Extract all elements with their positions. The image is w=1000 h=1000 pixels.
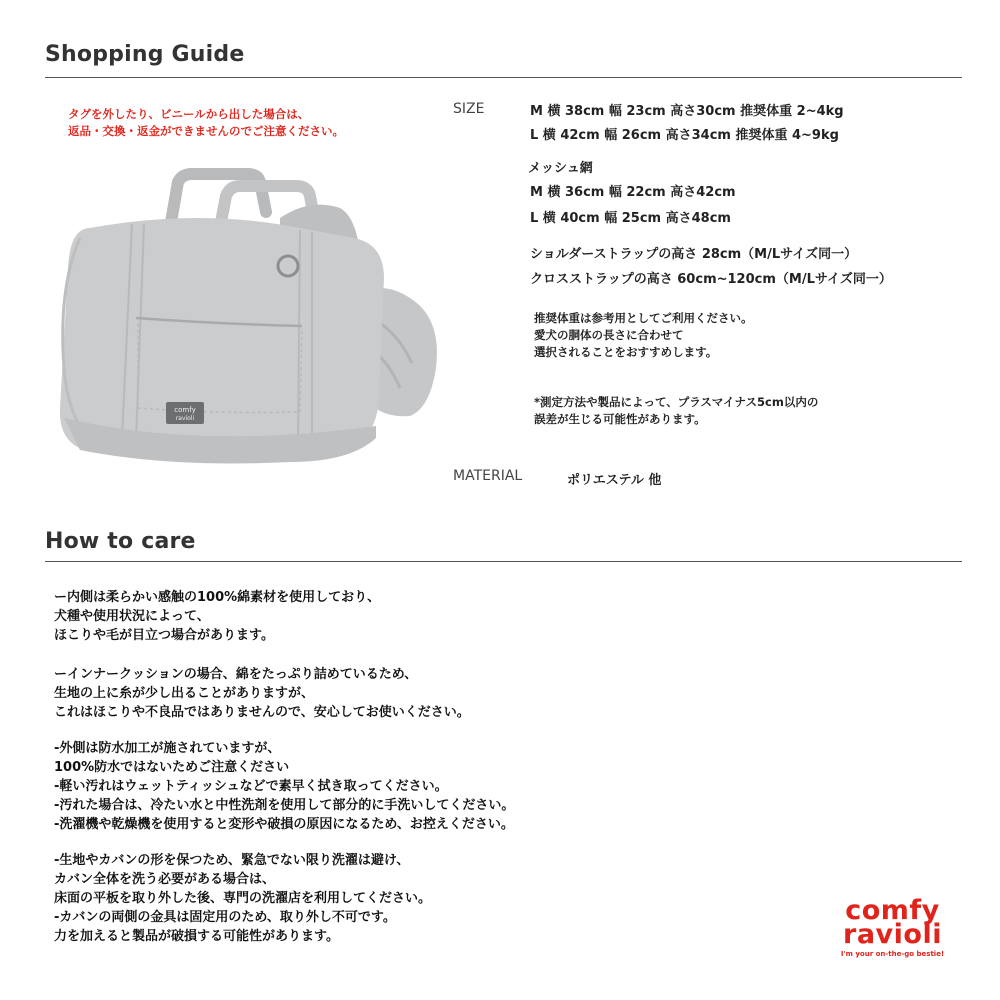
note-line: *測定方法や製品によって、プラスマイナス5cm以内の <box>534 395 819 409</box>
note-line: 誤差が生じる可能性があります。 <box>534 412 706 426</box>
care-line: ーインナークッションの場合、綿をたっぷり詰めているため、 <box>54 667 418 682</box>
cross-strap-line: クロスストラップの高さ 60cm~120cm（M/Lサイズ同一） <box>530 272 892 287</box>
material-value: ポリエステル 他 <box>567 473 662 488</box>
mesh-line-l: L 横 40cm 幅 25cm 高さ48cm <box>530 211 731 226</box>
size-line-l: L 横 42cm 幅 26cm 高さ34cm 推奨体重 4~9kg <box>530 128 839 143</box>
care-line: -外側は防水加工が施されていますが、 <box>54 741 281 756</box>
care-line: -生地やカバンの形を保つため、緊急でない限り洗濯は避け、 <box>54 853 410 868</box>
product-image <box>50 168 460 478</box>
pet-carrier-illustration <box>50 168 460 478</box>
product-tag-line: ravioli <box>175 415 195 422</box>
brand-logo-line2: ravioli <box>843 919 942 950</box>
care-line: ほこりや毛が目立つ場合があります。 <box>54 628 274 643</box>
brand-tagline: I'm your on-the-go bestie! <box>840 950 945 958</box>
mesh-line-m: M 横 36cm 幅 22cm 高さ42cm <box>530 185 736 200</box>
care-line: カバン全体を洗う必要がある場合は、 <box>54 872 276 887</box>
care-block-exterior <box>54 739 514 834</box>
note-line: 選択されることをおすすめします。 <box>534 345 718 359</box>
product-tag-line: comfy <box>174 406 196 414</box>
how-to-care-divider <box>45 561 962 562</box>
note-line: 愛犬の胴体の長さに合わせて <box>534 328 684 342</box>
shopping-guide-divider <box>45 77 962 78</box>
care-line: -洗濯機や乾燥機を使用すると変形や破損の原因になるため、お控えください。 <box>54 817 514 832</box>
care-line: -軽い汚れはウェットティッシュなどで素早く拭き取ってください。 <box>54 779 448 794</box>
shopping-guide-title: Shopping Guide <box>45 42 245 67</box>
caution-note <box>68 106 344 140</box>
brand-logo <box>835 895 950 959</box>
care-block-inner-cushion <box>54 665 470 722</box>
weight-note <box>534 310 753 361</box>
care-line: -カバンの両側の金具は固定用のため、取り外し不可です。 <box>54 910 396 925</box>
shoulder-strap-line: ショルダーストラップの高さ 28cm（M/Lサイズ同一） <box>530 247 858 262</box>
caution-line: 返品・交換・返金ができませんのでご注意ください。 <box>68 124 344 138</box>
brand-logo-line1: comfy <box>845 895 940 926</box>
how-to-care-title: How to care <box>45 529 196 554</box>
size-label: SIZE <box>453 101 485 117</box>
material-label: MATERIAL <box>453 468 523 484</box>
care-line: 力を加えると製品が破損する可能性があります。 <box>54 929 339 944</box>
caution-line: タグを外したり、ビニールから出した場合は、 <box>68 107 310 121</box>
note-line: 推奨体重は参考用としてご利用ください。 <box>534 311 753 325</box>
measure-note <box>534 394 818 428</box>
care-line: 犬種や使用状況によって、 <box>54 609 210 624</box>
care-line: 100%防水ではないためご注意ください <box>54 760 290 775</box>
care-line: これはほこりや不良品ではありませんので、安心してお使いください。 <box>54 705 470 720</box>
care-block-inner-fabric <box>54 588 380 645</box>
care-line: ー内側は柔らかい感触の100%綿素材を使用しており、 <box>54 590 381 605</box>
care-block-washing <box>54 851 431 946</box>
care-line: 生地の上に糸が少し出ることがありますが、 <box>54 686 315 701</box>
mesh-title: メッシュ網 <box>528 161 593 176</box>
care-line: 床面の平板を取り外した後、専門の洗濯店を利用してください。 <box>54 891 432 906</box>
size-line-m: M 横 38cm 幅 23cm 高さ30cm 推奨体重 2~4kg <box>530 104 844 119</box>
care-line: -汚れた場合は、冷たい水と中性洗剤を使用して部分的に手洗いしてください。 <box>54 798 515 813</box>
